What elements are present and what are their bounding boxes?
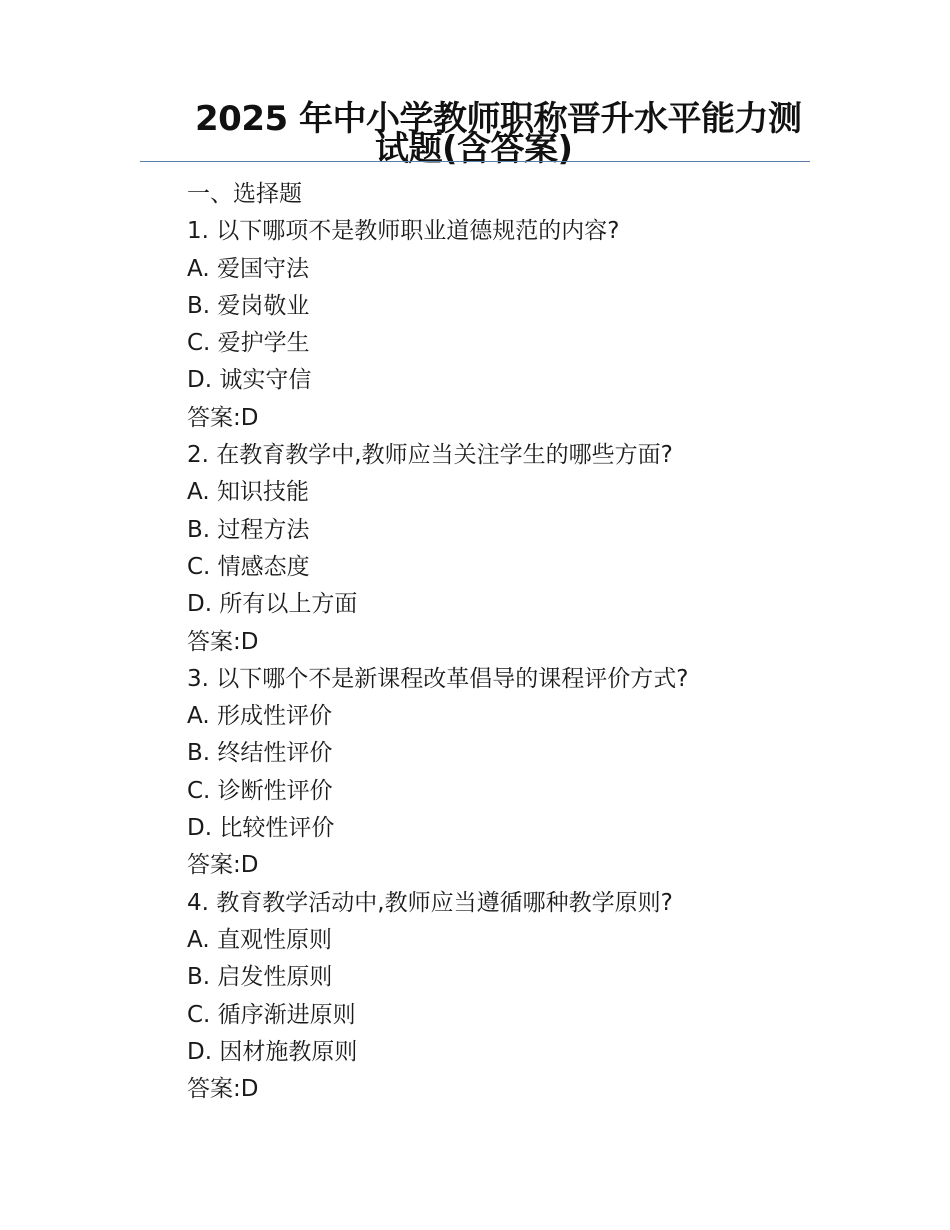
page-title [140,99,810,169]
document-body [187,176,807,1108]
question-block-2 [187,437,807,661]
answer-line: 答案:D [187,628,259,655]
question-block-1 [187,213,807,437]
option-c: C. 循序渐进原则 [187,1001,356,1028]
question-text: 3. 以下哪个不是新课程改革倡导的课程评价方式? [187,665,689,692]
option-d: D. 所有以上方面 [187,591,358,618]
question-text: 1. 以下哪项不是教师职业道德规范的内容? [187,218,620,245]
option-b: B. 终结性评价 [187,740,333,767]
question-block-4 [187,885,807,1109]
option-b: B. 过程方法 [187,516,310,543]
question-text: 2. 在教育教学中,教师应当关注学生的哪些方面? [187,442,673,469]
title-underline [140,161,810,162]
answer-line: 答案:D [187,852,259,879]
question-block-3 [187,661,807,885]
answer-line: 答案:D [187,1076,259,1103]
title-line-1: 2025 年中小学教师职称晋升水平能力测 [195,99,802,139]
answer-line: 答案:D [187,404,259,431]
question-text: 4. 教育教学活动中,教师应当遵循哪种教学原则? [187,889,673,916]
option-c: C. 爱护学生 [187,330,310,357]
option-c: C. 诊断性评价 [187,777,333,804]
title-line-2: 试题(含答案) [375,129,573,169]
option-d: D. 因材施教原则 [187,1038,358,1065]
option-d: D. 诚实守信 [187,367,312,394]
option-a: A. 知识技能 [187,479,309,506]
section-heading: 一、选择题 [187,181,302,207]
option-a: A. 爱国守法 [187,255,309,282]
option-c: C. 情感态度 [187,553,310,580]
option-d: D. 比较性评价 [187,815,335,842]
option-a: A. 形成性评价 [187,703,332,730]
option-a: A. 直观性原则 [187,926,332,953]
option-b: B. 启发性原则 [187,964,333,991]
option-b: B. 爱岗敬业 [187,292,310,319]
